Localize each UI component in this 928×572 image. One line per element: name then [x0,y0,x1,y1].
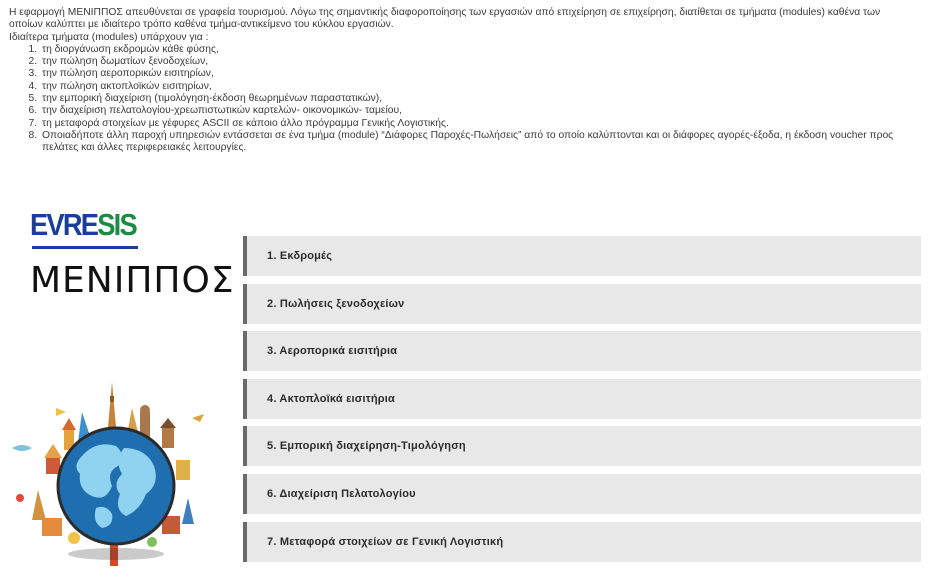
module-label: 1. Εκδρομές [267,250,333,262]
list-item: 7. τη μεταφορά στοιχείων με γέφυρες ASCII σε κάποιο άλλο πρόγραμμα Γενικής Λογιστικής. [40,118,914,130]
module-label: 6. Διαχείριση Πελατολογίου [267,487,416,500]
evresis-logo [30,209,136,241]
logo-underline [32,246,138,249]
list-item: 2. την πώληση δωματίων ξενοδοχείων, [40,56,914,68]
list-item: 6. την διαχείριση πελατολογίου-χρεωπιστωτικών καρτελών- οικονομικών- ταμείου, [40,105,914,117]
module-hotel-sales-button[interactable] [243,284,921,324]
logo-text-evre: EVRE [30,207,98,242]
list-item: 4. την πώληση ακτοπλοϊκών εισιτηρίων, [40,81,914,93]
module-label: 3. Αεροπορικά εισιτήρια [267,345,398,358]
logo-text-sis: SIS [97,207,136,242]
intro-text [9,7,914,155]
module-label: 5. Εμπορική διαχείρηση-Τιμολόγηση [267,440,466,453]
module-ferry-tickets-button[interactable] [243,379,921,419]
list-item: 1. τη διοργάνωση εκδρομών κάθε φύσης, [40,44,914,56]
module-ledger-transfer-button[interactable] [243,522,921,562]
intro-subheading: Ιδιαίτερα τμήματα (modules) υπάρχουν για : [9,31,209,43]
module-label: 7. Μεταφορά στοιχείων σε Γενική Λογιστική [267,535,504,548]
list-item: 8. Οποιαδήποτε άλλη παροχή υπηρεσιών εντάσσεται σε ένα τμήμα (module) “Διάφορες Παροχές-Πωλήσεις” από το οποίο καλύπτονται και οι διάφορες αγορές-έξοδα, η έκδοση voucher προς πελάτες και άλλες περιφερειακές λειτουργίες. [40,130,914,155]
list-item: 5. την εμπορική διαχείριση (τιμολόγηση-έκδοση θεωρημένων παραστατικών), [40,93,914,105]
brand-area [30,207,235,309]
product-title: ΜΕΝΙΠΠΟΣ [30,260,235,301]
travel-globe-illustration [12,378,212,572]
module-air-tickets-button[interactable] [243,331,921,371]
intro-paragraph: Η εφαρμογή ΜΕΝΙΠΠΟΣ απευθύνεται σε γραφεία τουρισμού. Λόγω της σημαντικής διαφοροποίησης των εργασιών από επιχείρηση σε επιχείρηση, διατίθεται σε τμήματα (modules) καθένα των οποίων καλύπτει με ιδιαίτερο τρόπο καθένα τμήμα-αντικείμενο του κύκλου εργασιών. [9,7,881,31]
modules-menu [243,236,921,569]
modules-description-list [9,44,914,155]
module-label: 4. Ακτοπλοϊκά εισιτήρια [267,392,395,405]
module-commercial-invoicing-button[interactable] [243,426,921,466]
module-excursions-button[interactable] [243,236,921,276]
module-label: 2. Πωλήσεις ξενοδοχείων [267,297,405,310]
module-customer-management-button[interactable] [243,474,921,514]
list-item: 3. την πώληση αεροπορικών εισιτηρίων, [40,68,914,80]
